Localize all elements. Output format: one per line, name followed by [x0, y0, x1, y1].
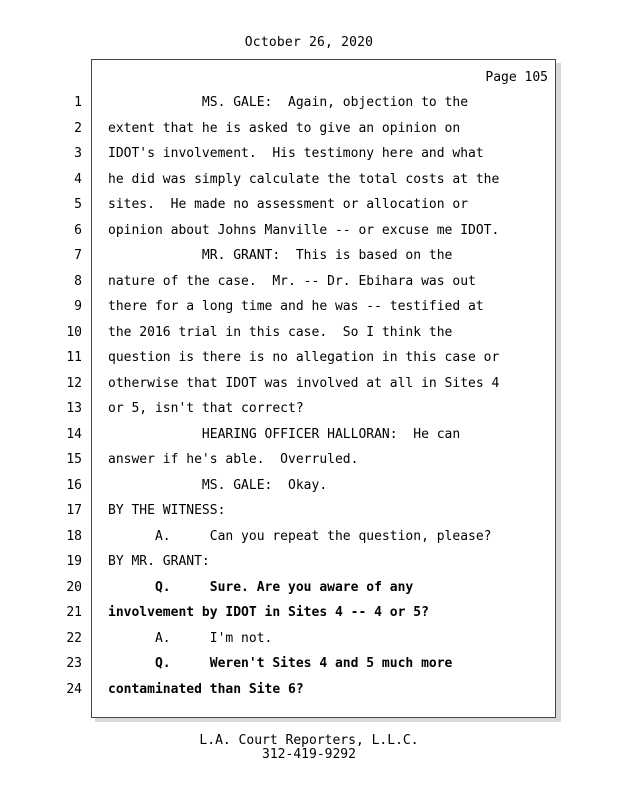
line-text: the 2016 trial in this case. So I think the — [108, 325, 453, 340]
line-text: MS. GALE: Okay. — [108, 478, 328, 493]
line-number: 1 — [74, 95, 82, 110]
line-number: 3 — [74, 146, 82, 161]
line-number: 13 — [66, 401, 82, 416]
line-number: 4 — [74, 172, 82, 187]
line-number: 10 — [66, 325, 82, 340]
line-number: 21 — [66, 605, 82, 620]
line-text: BY THE WITNESS: — [108, 503, 226, 518]
line-text: A. Can you repeat the question, please? — [108, 529, 492, 544]
page-number: Page 105 — [485, 70, 548, 85]
line-number: 12 — [66, 376, 82, 391]
line-text: MS. GALE: Again, objection to the — [108, 95, 469, 110]
line-text: there for a long time and he was -- testified at — [108, 299, 484, 314]
line-text: or 5, isn't that correct? — [108, 401, 304, 416]
line-number: 2 — [74, 121, 82, 136]
transcript-date: October 26, 2020 — [244, 35, 374, 50]
line-text: Q. Sure. Are you aware of any — [108, 580, 414, 595]
line-number: 7 — [74, 248, 82, 263]
line-text: extent that he is asked to give an opinion on — [108, 121, 461, 136]
line-text: answer if he's able. Overruled. — [108, 452, 359, 467]
line-number: 14 — [66, 427, 82, 442]
line-number: 23 — [66, 656, 82, 671]
line-number: 20 — [66, 580, 82, 595]
line-number: 18 — [66, 529, 82, 544]
line-number: 5 — [74, 197, 82, 212]
line-text: he did was simply calculate the total costs at the — [108, 172, 500, 187]
line-text: contaminated than Site 6? — [108, 682, 304, 697]
line-text: sites. He made no assessment or allocation or — [108, 197, 469, 212]
line-number: 19 — [66, 554, 82, 569]
line-text: IDOT's involvement. His testimony here and what — [108, 146, 484, 161]
line-text: opinion about Johns Manville -- or excuse me IDOT. — [108, 223, 500, 238]
line-text: nature of the case. Mr. -- Dr. Ebihara was out — [108, 274, 476, 289]
line-number: 22 — [66, 631, 82, 646]
line-text: BY MR. GRANT: — [108, 554, 210, 569]
line-number: 11 — [66, 350, 82, 365]
line-number: 16 — [66, 478, 82, 493]
reporter-phone: 312-419-9292 — [262, 747, 356, 762]
line-number: 8 — [74, 274, 82, 289]
line-number: 6 — [74, 223, 82, 238]
line-text: HEARING OFFICER HALLORAN: He can — [108, 427, 461, 442]
line-text: MR. GRANT: This is based on the — [108, 248, 453, 263]
line-number: 15 — [66, 452, 82, 467]
line-text: A. I'm not. — [108, 631, 273, 646]
line-number: 17 — [66, 503, 82, 518]
line-number: 9 — [74, 299, 82, 314]
line-text: question is there is no allegation in this case or — [108, 350, 500, 365]
reporter-company: L.A. Court Reporters, L.L.C. — [199, 733, 419, 748]
line-text: otherwise that IDOT was involved at all in Sites 4 — [108, 376, 500, 391]
line-text: Q. Weren't Sites 4 and 5 much more — [108, 656, 453, 671]
line-text: involvement by IDOT in Sites 4 -- 4 or 5? — [108, 605, 429, 620]
line-number: 24 — [66, 682, 82, 697]
